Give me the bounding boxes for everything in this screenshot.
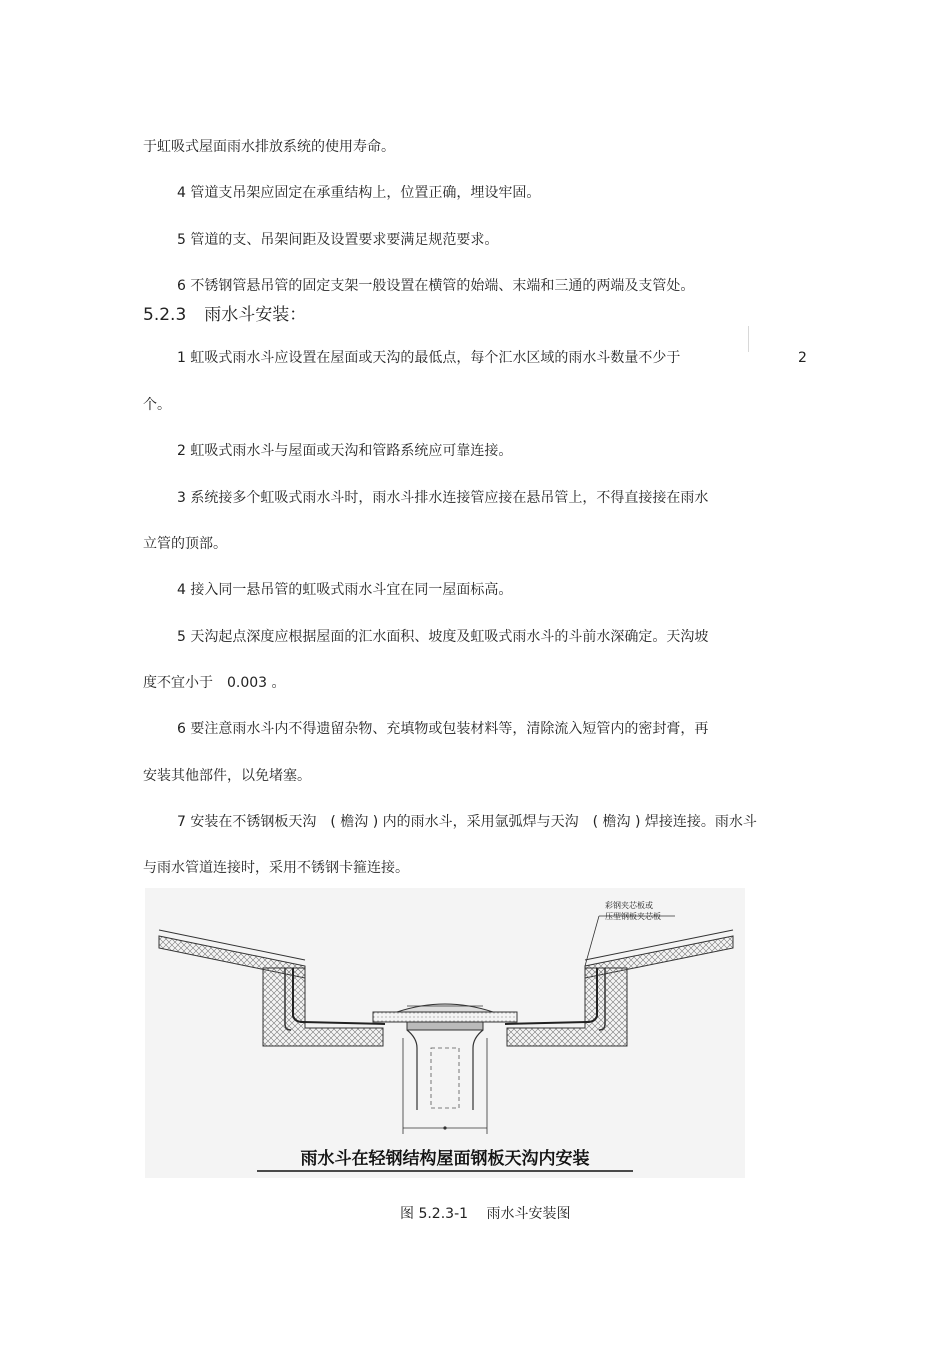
figure-label-line1: 彩钢夹芯板或: [605, 901, 653, 910]
section-number: 5.2.3: [143, 305, 187, 325]
installation-figure: [145, 888, 745, 1178]
list-item-text: 与雨水管道连接时，采用不锈钢卡箍连接。: [143, 860, 409, 876]
installation-drawing: [145, 888, 745, 1178]
paragraph-text: 4 管道支吊架应固定在承重结构上，位置正确，埋设牢固。: [177, 185, 541, 201]
list-item-text: 度不宜小于 0.003 。: [143, 675, 286, 691]
list-item-text: 1 虹吸式雨水斗应设置在屋面或天沟的最低点，每个汇水区域的雨水斗数量不少于: [177, 350, 681, 366]
list-item-text: 个。: [143, 397, 171, 413]
paragraph-text: 5 管道的支、吊架间距及设置要求要满足规范要求。: [177, 232, 499, 248]
list-item-text: 安装其他部件，以免堵塞。: [143, 768, 311, 784]
section-heading: [143, 304, 306, 326]
list-item-text: 7 安装在不锈钢板天沟 ( 檐沟 ) 内的雨水斗，采用氩弧焊与天沟 ( 檐沟 ) 焊接连接。雨水斗: [177, 814, 757, 830]
section-title: 雨水斗安装：: [204, 305, 307, 325]
list-item-text: 立管的顶部。: [143, 536, 227, 552]
figure-label-line2: 压型钢板夹芯板: [605, 912, 661, 921]
list-item-text: 5 天沟起点深度应根据屋面的汇水面积、坡度及虹吸式雨水斗的斗前水深确定。天沟坡: [177, 629, 709, 645]
list-item-text: 4 接入同一悬吊管的虹吸式雨水斗宜在同一屋面标高。: [177, 582, 513, 598]
paragraph-text: 6 不锈钢管悬吊管的固定支架一般设置在横管的始端、末端和三通的两端及支管处。: [177, 278, 695, 294]
figure-title: 雨水斗在轻钢结构屋面钢板天沟内安装: [300, 1149, 590, 1169]
list-item-text: 6 要注意雨水斗内不得遗留杂物、充填物或包装材料等，清除流入短管内的密封膏，再: [177, 721, 709, 737]
list-item-number: 2: [798, 350, 807, 366]
paragraph-text: 于虹吸式屋面雨水排放系统的使用寿命。: [143, 139, 395, 155]
list-item-text: 3 系统接多个虹吸式雨水斗时，雨水斗排水连接管应接在悬吊管上，不得直接接在雨水: [177, 490, 709, 506]
list-item-text: 2 虹吸式雨水斗与屋面或天沟和管路系统应可靠连接。: [177, 443, 513, 459]
margin-rule: [748, 326, 749, 352]
figure-caption: 图 5.2.3-1 雨水斗安装图: [400, 1206, 571, 1222]
